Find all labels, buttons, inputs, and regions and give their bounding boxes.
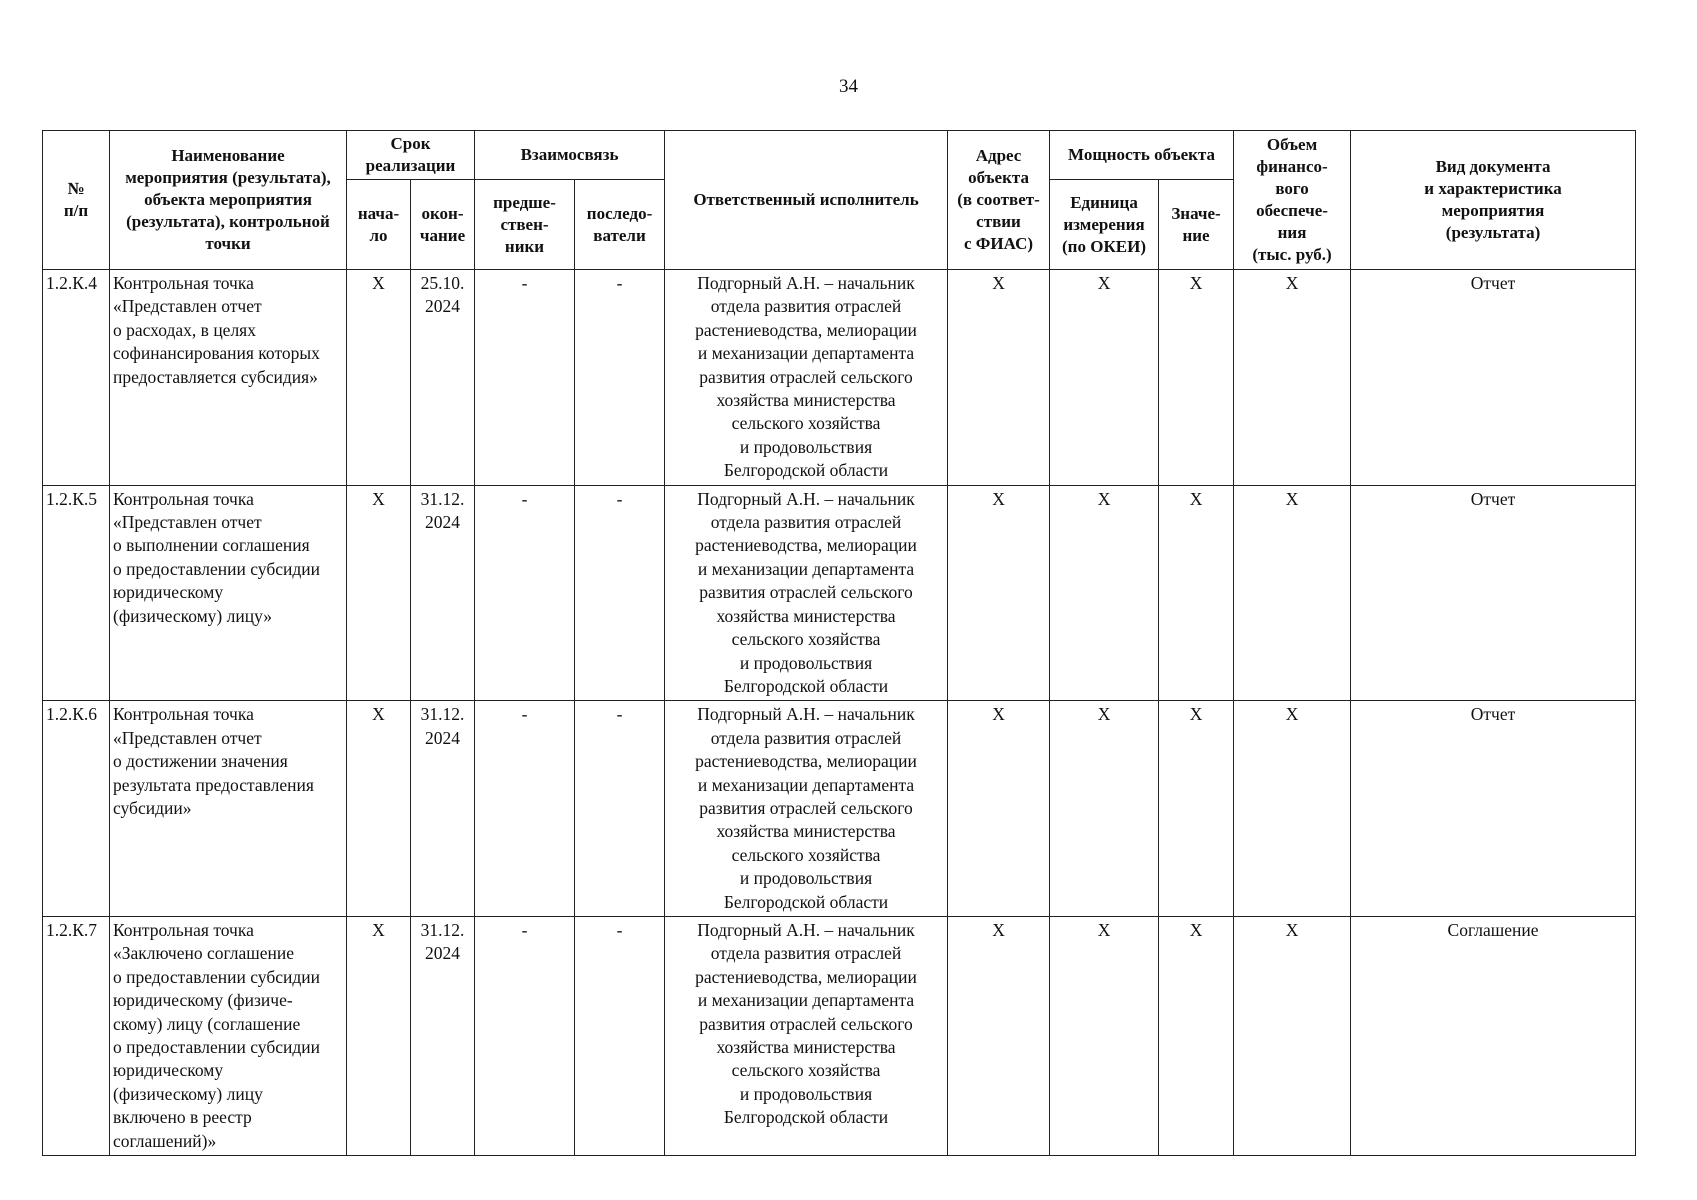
- row-name: Контрольная точка «Представлен отчет о достижении значения результата предоставления субсидии»: [110, 701, 347, 917]
- row-value: X: [1159, 916, 1234, 1155]
- table-row: [43, 485, 1636, 701]
- row-value: X: [1159, 701, 1234, 917]
- row-doc: Соглашение: [1351, 916, 1636, 1155]
- header-predecessors: предше- ствен- ники: [475, 180, 575, 270]
- row-end: 31.12. 2024: [411, 701, 475, 917]
- row-start: X: [347, 701, 411, 917]
- table-row: [43, 916, 1636, 1155]
- row-unit: X: [1050, 485, 1159, 701]
- header-doc: Вид документа и характеристика мероприятия (результата): [1351, 131, 1636, 270]
- row-executor: Подгорный А.Н. – начальник отдела развития отраслей растениеводства, мелиорации и механизации департамента развития отраслей сельского хозяйства министерства сельского хозяйства и продовольствия Белгородской области: [665, 916, 948, 1155]
- row-successors: -: [575, 270, 665, 486]
- table-body: [43, 270, 1636, 1156]
- row-predecessors: -: [475, 701, 575, 917]
- header-end: окон- чание: [411, 180, 475, 270]
- header-name: Наименование мероприятия (результата), объекта мероприятия (результата), контрольной точки: [110, 131, 347, 270]
- row-value: X: [1159, 485, 1234, 701]
- row-finance: X: [1234, 701, 1351, 917]
- row-predecessors: -: [475, 916, 575, 1155]
- row-address: X: [948, 916, 1050, 1155]
- row-finance: X: [1234, 916, 1351, 1155]
- row-start: X: [347, 916, 411, 1155]
- row-end: 25.10. 2024: [411, 270, 475, 486]
- row-number: 1.2.К.5: [43, 485, 110, 701]
- header-unit: Единица измерения (по ОКЕИ): [1050, 180, 1159, 270]
- row-end: 31.12. 2024: [411, 485, 475, 701]
- row-end: 31.12. 2024: [411, 916, 475, 1155]
- row-doc: Отчет: [1351, 270, 1636, 486]
- row-successors: -: [575, 701, 665, 917]
- control-points-table: [42, 130, 1636, 1156]
- row-unit: X: [1050, 916, 1159, 1155]
- table-row: [43, 270, 1636, 486]
- row-predecessors: -: [475, 485, 575, 701]
- table-header: [43, 131, 1636, 270]
- header-num: № п/п: [43, 131, 110, 270]
- row-unit: X: [1050, 270, 1159, 486]
- row-address: X: [948, 701, 1050, 917]
- row-executor: Подгорный А.Н. – начальник отдела развития отраслей растениеводства, мелиорации и механизации департамента развития отраслей сельского хозяйства министерства сельского хозяйства и продовольствия Белгородской области: [665, 485, 948, 701]
- row-doc: Отчет: [1351, 701, 1636, 917]
- header-start: нача- ло: [347, 180, 411, 270]
- row-unit: X: [1050, 701, 1159, 917]
- header-value: Значе- ние: [1159, 180, 1234, 270]
- row-start: X: [347, 485, 411, 701]
- row-name: Контрольная точка «Представлен отчет о выполнении соглашения о предоставлении субсидии юридическому (физическому) лицу»: [110, 485, 347, 701]
- row-executor: Подгорный А.Н. – начальник отдела развития отраслей растениеводства, мелиорации и механизации департамента развития отраслей сельского хозяйства министерства сельского хозяйства и продовольствия Белгородской области: [665, 701, 948, 917]
- row-start: X: [347, 270, 411, 486]
- table-row: [43, 701, 1636, 917]
- header-finance: Объем финансо- вого обеспече- ния (тыс. руб.): [1234, 131, 1351, 270]
- row-address: X: [948, 485, 1050, 701]
- header-executor: Ответственный исполнитель: [665, 131, 948, 270]
- header-address: Адрес объекта (в соответ- ствии с ФИАС): [948, 131, 1050, 270]
- row-finance: X: [1234, 270, 1351, 486]
- header-term-group: Срок реализации: [347, 131, 475, 180]
- row-successors: -: [575, 916, 665, 1155]
- row-predecessors: -: [475, 270, 575, 486]
- row-finance: X: [1234, 485, 1351, 701]
- header-successors: последо- ватели: [575, 180, 665, 270]
- row-number: 1.2.К.6: [43, 701, 110, 917]
- header-capacity-group: Мощность объекта: [1050, 131, 1234, 180]
- row-name: Контрольная точка «Заключено соглашение о предоставлении субсидии юридическому (физиче- скому) лицу (соглашение о предоставлении субсидии юридическому (физическому) лицу включено в реестр соглашений)»: [110, 916, 347, 1155]
- row-successors: -: [575, 485, 665, 701]
- row-doc: Отчет: [1351, 485, 1636, 701]
- row-address: X: [948, 270, 1050, 486]
- row-number: 1.2.К.4: [43, 270, 110, 486]
- row-number: 1.2.К.7: [43, 916, 110, 1155]
- header-link-group: Взаимосвязь: [475, 131, 665, 180]
- row-name: Контрольная точка «Представлен отчет о расходах, в целях софинансирования которых предоставляется субсидия»: [110, 270, 347, 486]
- page-number: 34: [839, 76, 858, 97]
- row-executor: Подгорный А.Н. – начальник отдела развития отраслей растениеводства, мелиорации и механизации департамента развития отраслей сельского хозяйства министерства сельского хозяйства и продовольствия Белгородской области: [665, 270, 948, 486]
- row-value: X: [1159, 270, 1234, 486]
